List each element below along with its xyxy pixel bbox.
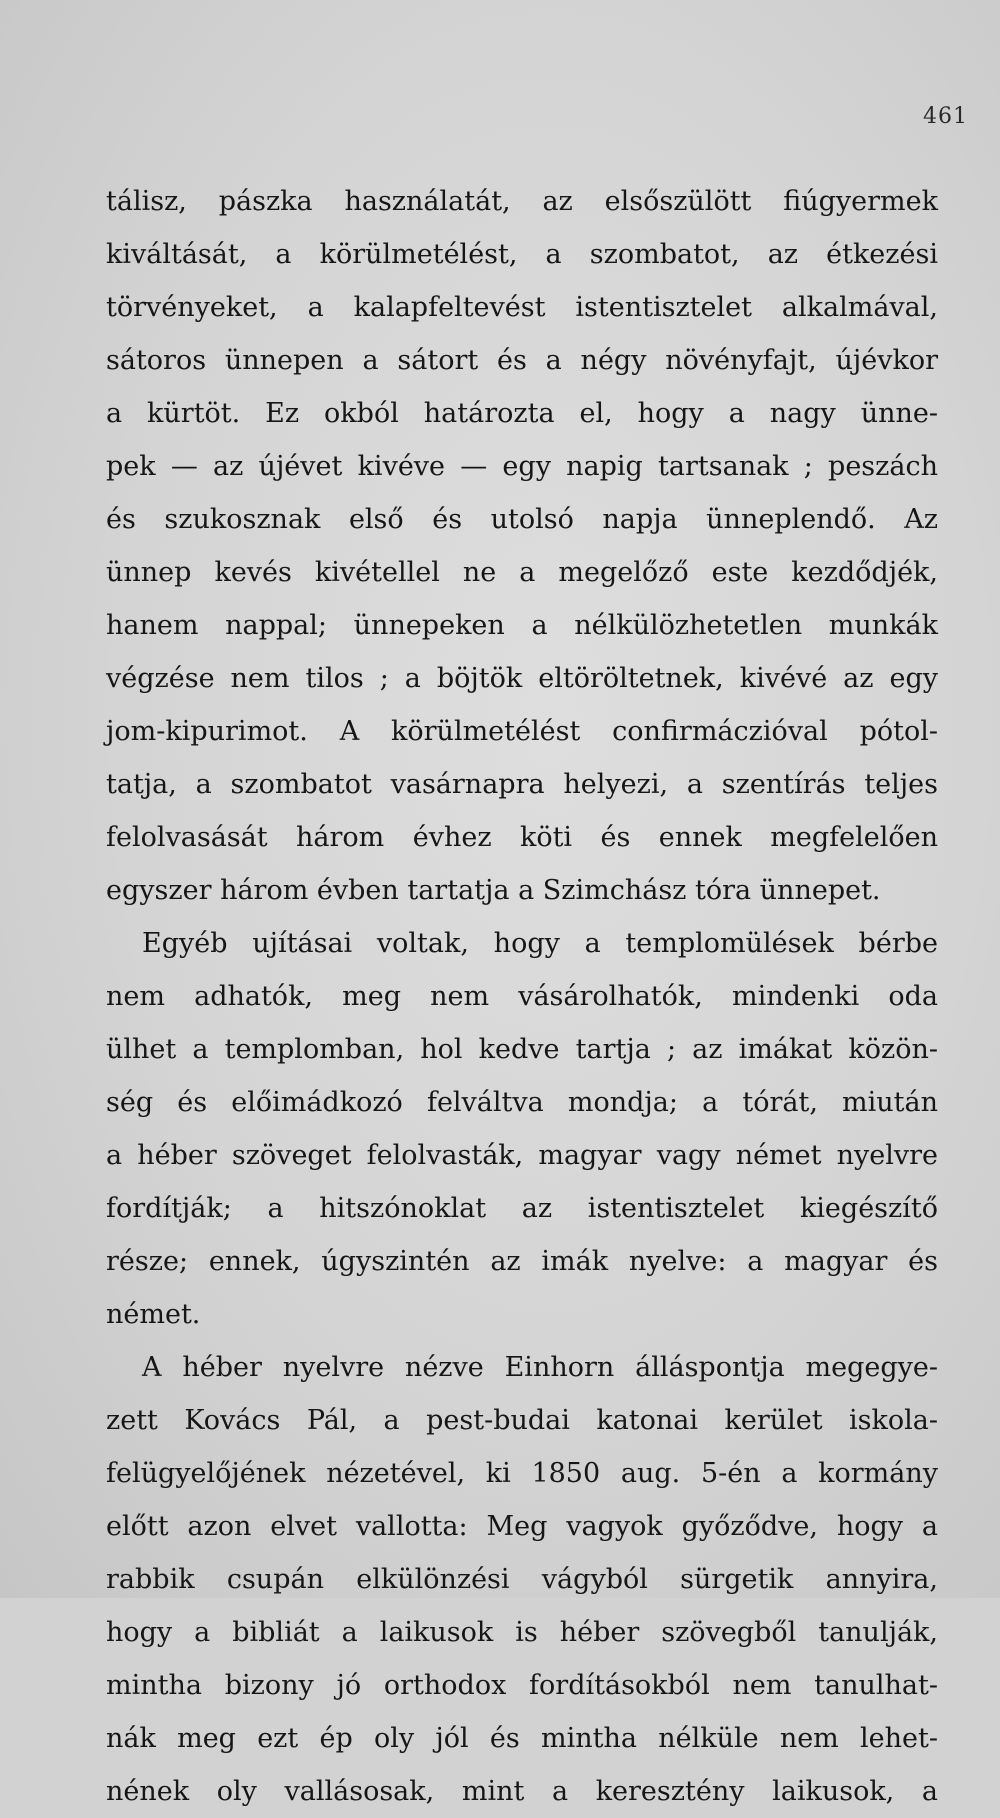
text-line: kiváltását, a körülmetélést, a szombatot, az étkezési bbox=[106, 239, 938, 270]
text-line: végzése nem tilos ; a böjtök eltöröltetnek, kivévé az egy bbox=[106, 663, 938, 694]
text-line: ség és előimádkozó felváltva mondja; a tórát, miután bbox=[106, 1087, 938, 1118]
text-line: nem adhatók, meg nem vásárolhatók, mindenki oda bbox=[106, 981, 938, 1012]
body-text bbox=[106, 175, 938, 1818]
text-line: tatja, a szombatot vasárnapra helyezi, a szentírás teljes bbox=[106, 769, 938, 800]
text-line: német. bbox=[106, 1299, 201, 1330]
text-line: Egyéb ujításai voltak, hogy a templomülések bérbe bbox=[142, 928, 938, 959]
text-line: mintha bizony jó orthodox fordításokból nem tanulhat- bbox=[106, 1670, 938, 1701]
text-line: felolvasását három évhez köti és ennek megfelelően bbox=[106, 822, 938, 853]
text-line: rabbik csupán elkülönzési vágyból sürgetik annyira, bbox=[106, 1564, 938, 1595]
text-line: a kürtöt. Ez okból határozta el, hogy a nagy ünne- bbox=[106, 398, 938, 429]
text-line: nák meg ezt ép oly jól és mintha nélküle nem lehet- bbox=[106, 1723, 938, 1754]
text-line: zett Kovács Pál, a pest-budai katonai kerület iskola- bbox=[106, 1405, 938, 1436]
text-line: fordítják; a hitszónoklat az istentisztelet kiegészítő bbox=[106, 1193, 938, 1224]
text-line: sátoros ünnepen a sátort és a négy növényfajt, újévkor bbox=[106, 345, 938, 376]
text-line: egyszer három évben tartatja a Szimchász tóra ünnepet. bbox=[106, 875, 881, 906]
text-line: és szukosznak első és utolsó napja ünneplendő. Az bbox=[106, 504, 938, 535]
page-number: 461 bbox=[923, 104, 968, 129]
text-line: törvényeket, a kalapfeltevést istentisztelet alkalmával, bbox=[106, 292, 938, 323]
text-line: felügyelőjének nézetével, ki 1850 aug. 5-én a kormány bbox=[106, 1458, 938, 1489]
text-line: hogy a bibliát a laikusok is héber szövegből tanulják, bbox=[106, 1617, 938, 1648]
text-line: pek — az újévet kivéve — egy napig tartsanak ; peszách bbox=[106, 451, 938, 482]
text-line: hanem nappal; ünnepeken a nélkülözhetetlen munkák bbox=[106, 610, 938, 641]
text-line: nének oly vallásosak, mint a keresztény laikusok, a bbox=[106, 1776, 938, 1807]
text-line: tálisz, pászka használatát, az elsőszülött fiúgyermek bbox=[106, 186, 938, 217]
text-line: a héber szöveget felolvasták, magyar vagy német nyelvre bbox=[106, 1140, 938, 1171]
text-line: előtt azon elvet vallotta: Meg vagyok győződve, hogy a bbox=[106, 1511, 938, 1542]
text-line: jom-kipurimot. A körülmetélést confirmáczióval pótol- bbox=[106, 716, 938, 747]
text-line: ülhet a templomban, hol kedve tartja ; az imákat közön- bbox=[106, 1034, 938, 1065]
text-line: része; ennek, úgyszintén az imák nyelve: a magyar és bbox=[106, 1246, 938, 1277]
text-line: A héber nyelvre nézve Einhorn álláspontja megegye- bbox=[142, 1352, 938, 1383]
text-line: ünnep kevés kivétellel ne a megelőző este kezdődjék, bbox=[106, 557, 938, 588]
